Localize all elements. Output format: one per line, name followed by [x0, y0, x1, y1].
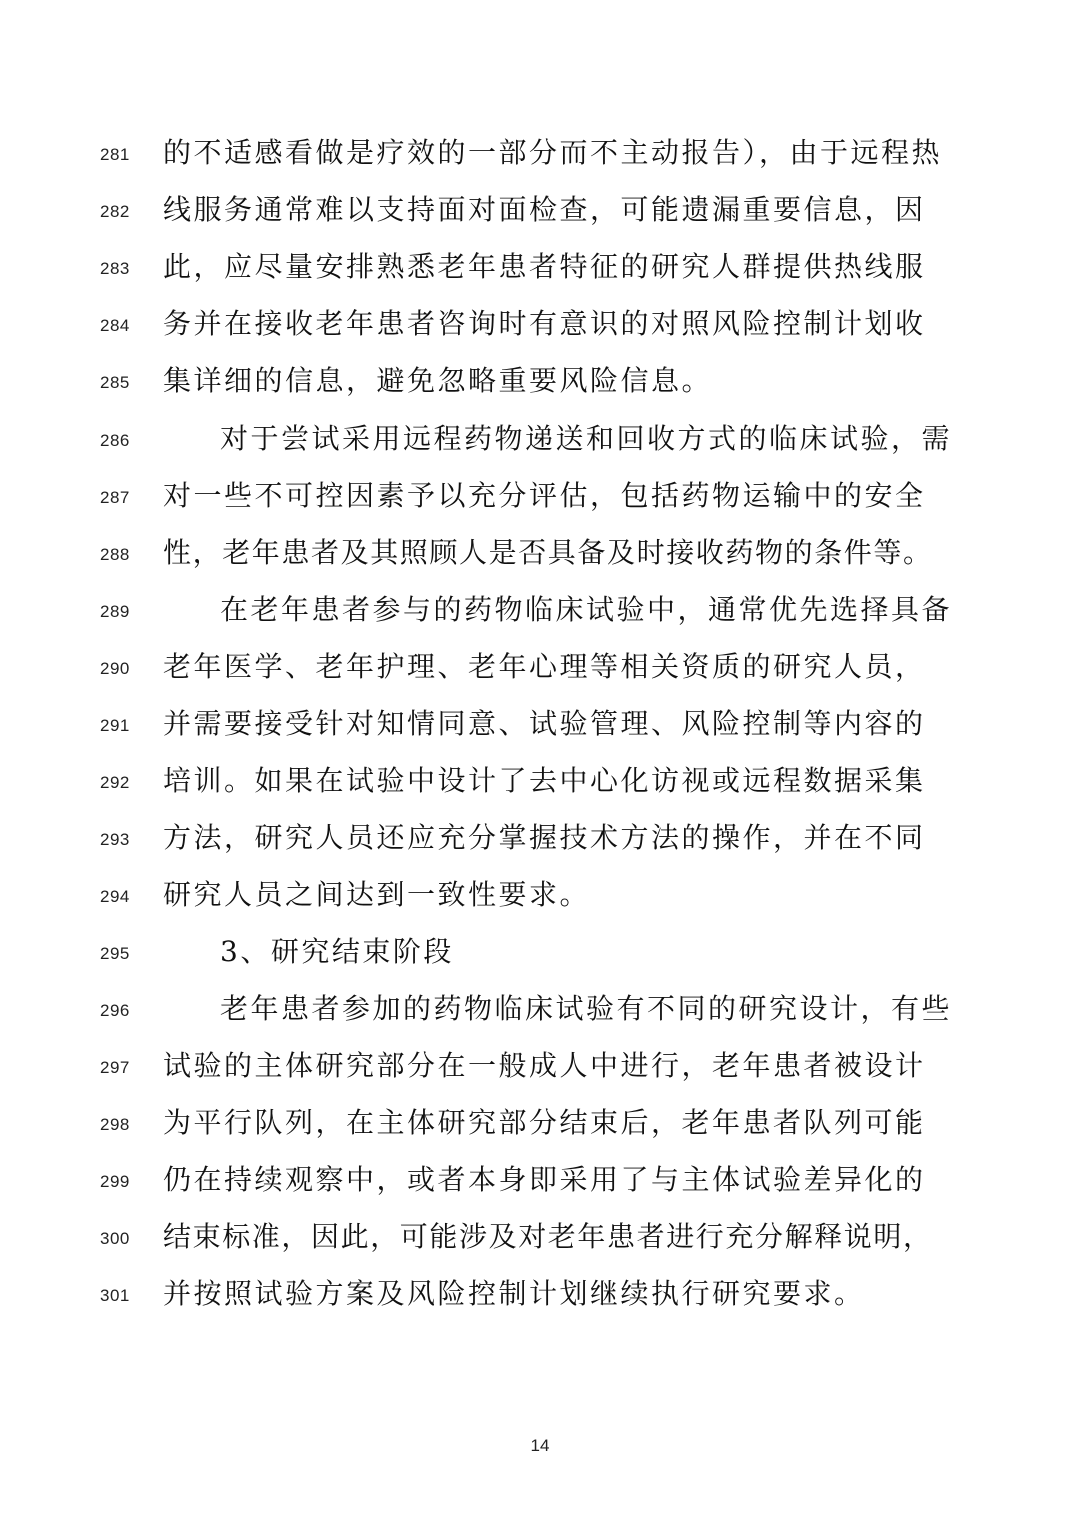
text-line-286: [0, 413, 1080, 470]
line-text: 老年患者参加的药物临床试验有不同的研究设计，有些: [220, 992, 953, 1025]
line-number: 283: [100, 259, 130, 278]
line-number: 290: [100, 659, 130, 678]
line-number: 287: [100, 488, 130, 507]
line-number: 295: [100, 944, 130, 963]
line-text: 试验的主体研究部分在一般成人中进行，老年患者被设计: [163, 1049, 926, 1082]
text-line-293: [0, 812, 1080, 869]
line-text: 在老年患者参与的药物临床试验中，通常优先选择具备: [220, 593, 953, 626]
line-text: 为平行队列，在主体研究部分结束后，老年患者队列可能: [163, 1106, 926, 1139]
line-text: 并按照试验方案及风险控制计划继续执行研究要求。: [163, 1277, 865, 1310]
line-text: 并需要接受针对知情同意、试验管理、风险控制等内容的: [163, 707, 926, 740]
text-line-287: [0, 470, 1080, 527]
line-text: 对于尝试采用远程药物递送和回收方式的临床试验，需: [220, 422, 953, 455]
text-line-297: [0, 1040, 1080, 1097]
section-heading: 3、研究结束阶段: [220, 935, 454, 968]
text-line-299: [0, 1154, 1080, 1211]
line-number: 286: [100, 431, 130, 450]
line-number: 301: [100, 1286, 130, 1305]
line-text: 研究人员之间达到一致性要求。: [163, 878, 591, 911]
line-text: 仍在持续观察中，或者本身即采用了与主体试验差异化的: [163, 1163, 926, 1196]
line-text: 方法，研究人员还应充分掌握技术方法的操作，并在不同: [163, 821, 926, 854]
line-number: 284: [100, 316, 130, 335]
text-line-291: [0, 698, 1080, 755]
text-line-289: [0, 584, 1080, 641]
text-line-281: [0, 127, 1080, 184]
line-text: 性，老年患者及其照顾人是否具备及时接收药物的条件等。: [163, 536, 933, 569]
line-number: 294: [100, 887, 130, 906]
text-line-285: [0, 355, 1080, 412]
line-number: 281: [100, 145, 130, 164]
line-number: 288: [100, 545, 130, 564]
line-number: 298: [100, 1115, 130, 1134]
text-line-296: [0, 983, 1080, 1040]
text-line-284: [0, 298, 1080, 355]
text-line-294: [0, 869, 1080, 926]
text-line-283: [0, 241, 1080, 298]
line-number: 297: [100, 1058, 130, 1077]
line-text: 老年医学、老年护理、老年心理等相关资质的研究人员，: [163, 650, 926, 683]
text-line-290: [0, 641, 1080, 698]
line-text: 务并在接收老年患者咨询时有意识的对照风险控制计划收: [163, 307, 926, 340]
text-line-300: [0, 1211, 1080, 1268]
line-text: 培训。如果在试验中设计了去中心化访视或远程数据采集: [163, 764, 926, 797]
line-number: 299: [100, 1172, 130, 1191]
text-line-298: [0, 1097, 1080, 1154]
line-text: 结束标准，因此，可能涉及对老年患者进行充分解释说明，: [163, 1220, 933, 1253]
line-text: 此，应尽量安排熟悉老年患者特征的研究人群提供热线服: [163, 250, 926, 283]
line-number: 282: [100, 202, 130, 221]
line-text: 集详细的信息，避免忽略重要风险信息。: [163, 364, 713, 397]
line-text: 的不适感看做是疗效的一部分而不主动报告），由于远程热: [163, 136, 943, 169]
text-line-295: [0, 926, 1080, 983]
text-line-288: [0, 527, 1080, 584]
page-number: 14: [530, 1436, 550, 1455]
line-number: 300: [100, 1229, 130, 1248]
text-line-292: [0, 755, 1080, 812]
line-number: 292: [100, 773, 130, 792]
line-number: 289: [100, 602, 130, 621]
text-line-282: [0, 184, 1080, 241]
line-text: 线服务通常难以支持面对面检查，可能遗漏重要信息，因: [163, 193, 926, 226]
line-number: 296: [100, 1001, 130, 1020]
text-line-301: [0, 1268, 1080, 1325]
line-number: 291: [100, 716, 130, 735]
line-number: 285: [100, 373, 130, 392]
line-text: 对一些不可控因素予以充分评估，包括药物运输中的安全: [163, 479, 926, 512]
line-number: 293: [100, 830, 130, 849]
